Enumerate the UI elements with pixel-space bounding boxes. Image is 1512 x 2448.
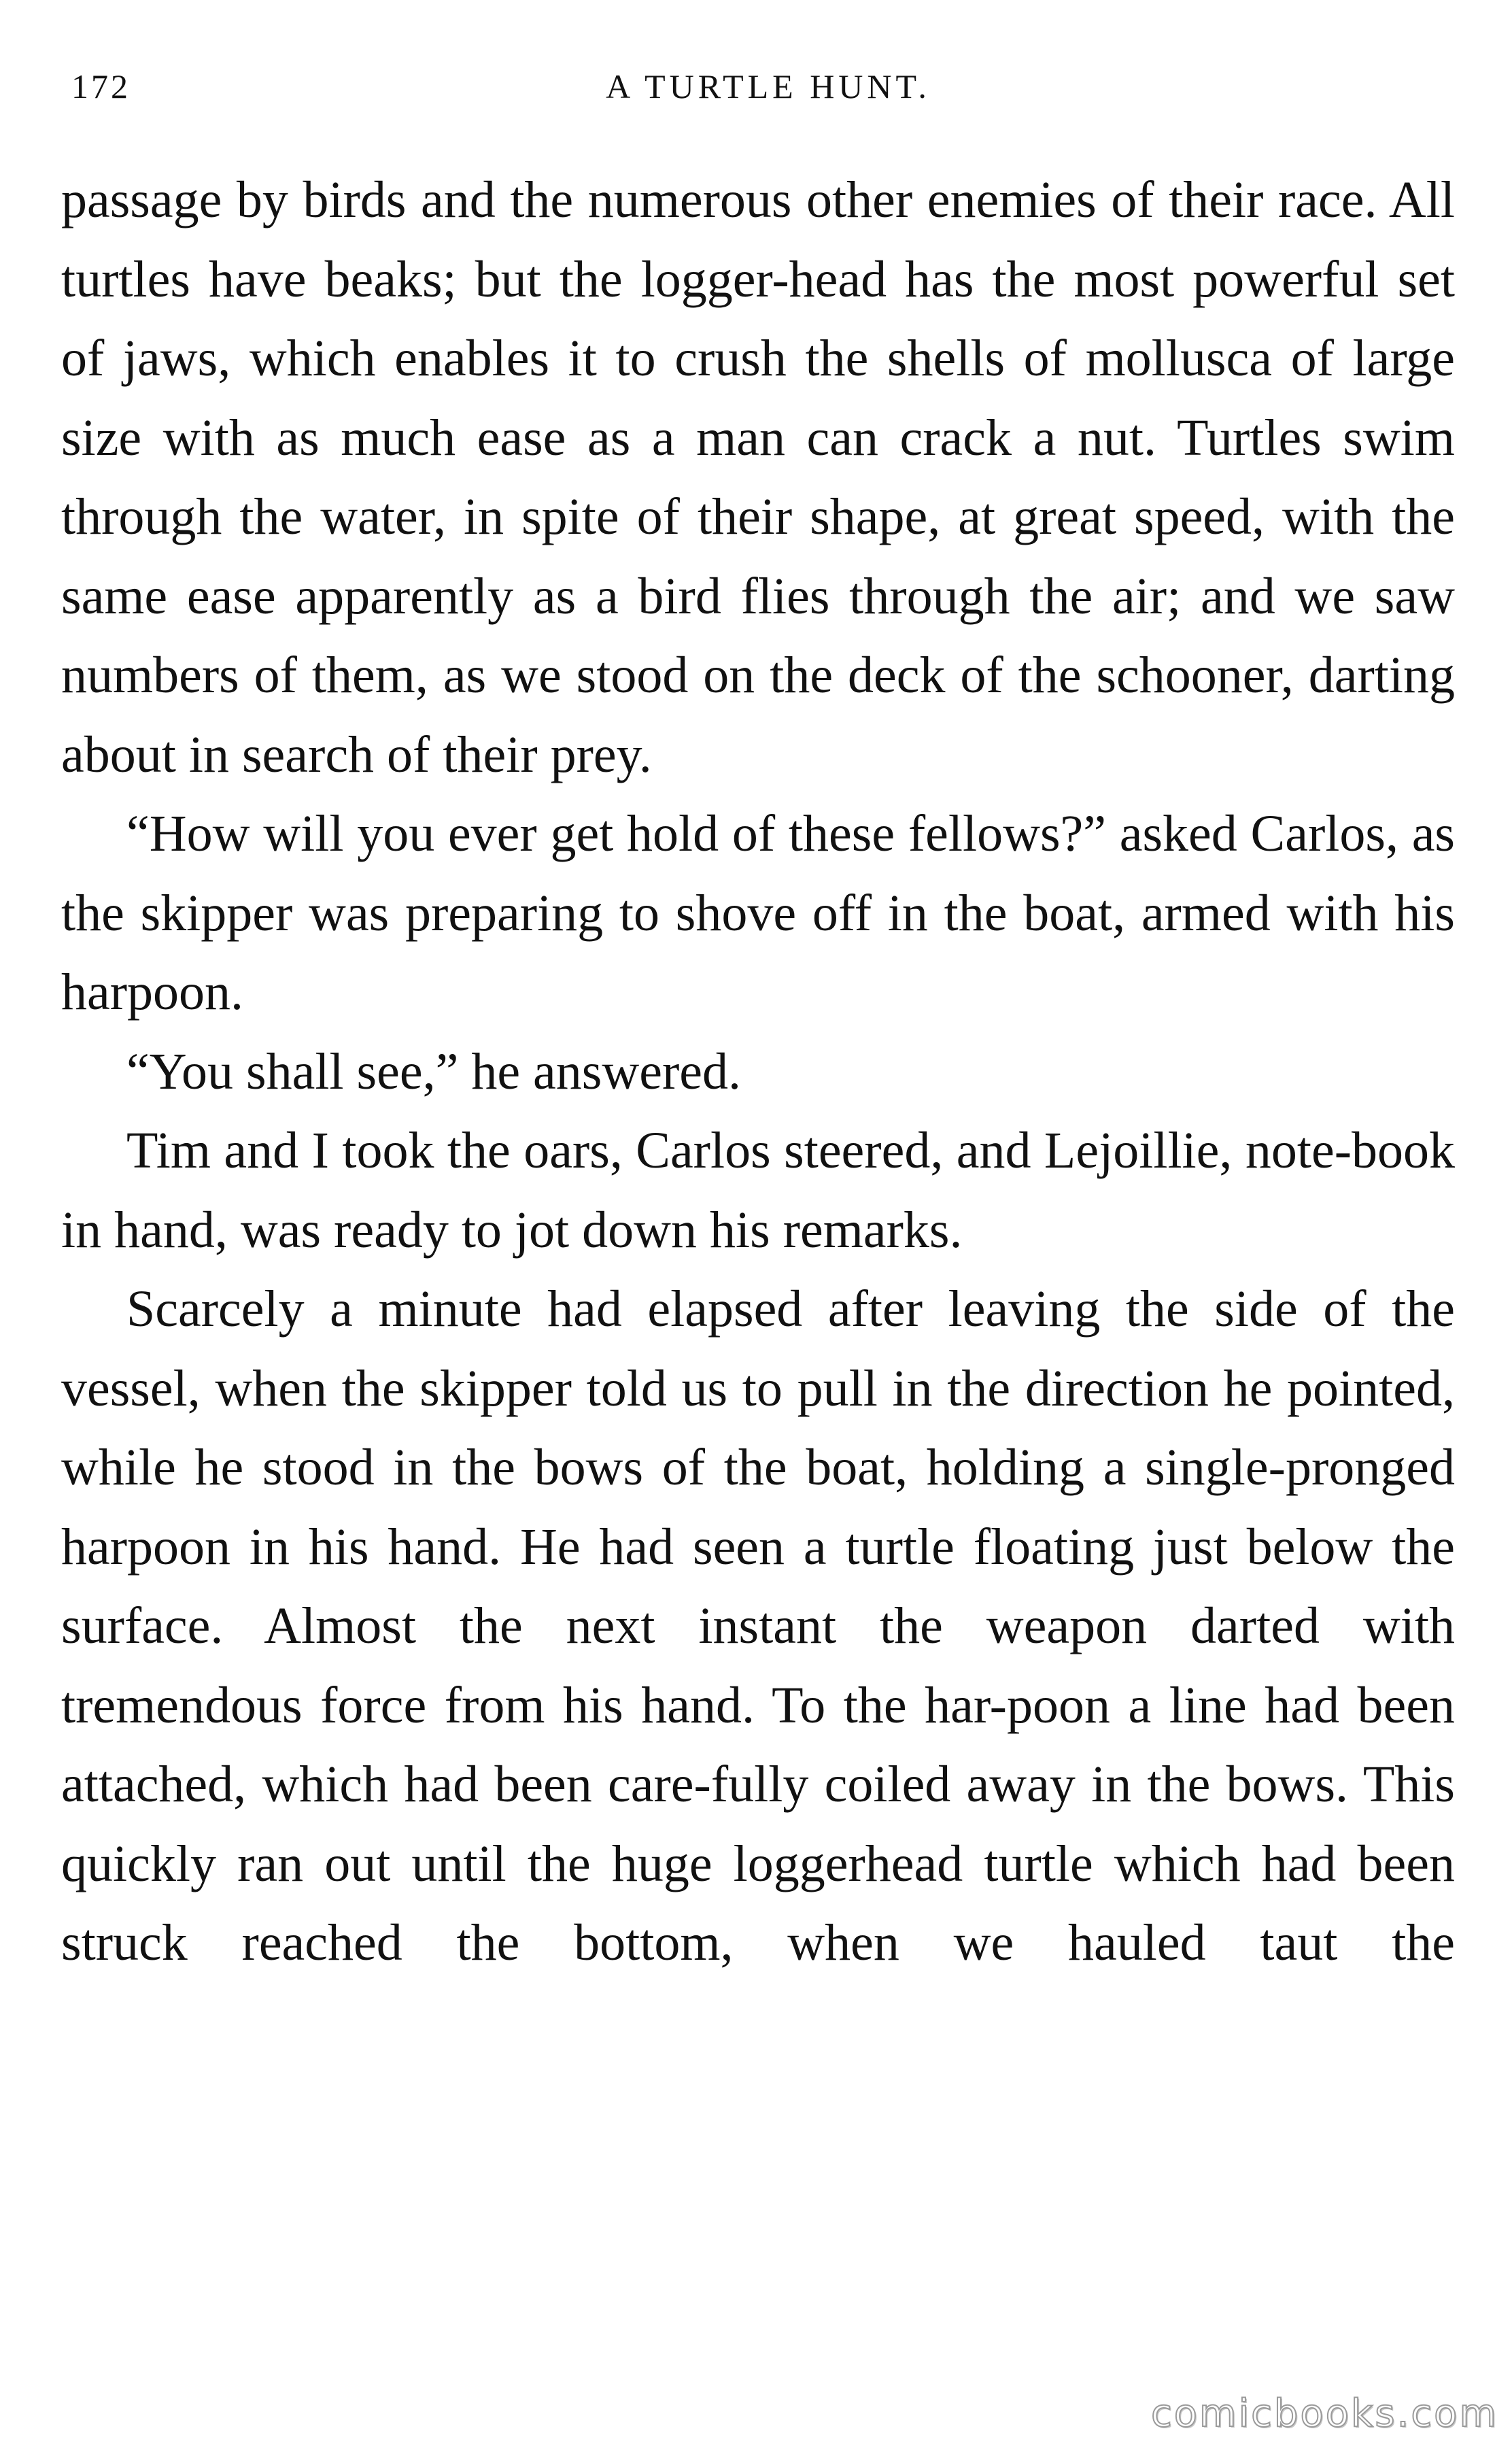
paragraph-4: Tim and I took the oars, Carlos steered, and Lejoillie, note-book in hand, was ready to jot down his remarks. [61, 1122, 1455, 1259]
page-number: 172 [71, 67, 131, 105]
paragraph-1: passage by birds and the numerous other enemies of their race. All turtles have beaks; but the logger-head has the most powerful set of jaws, which enables it to crush the shells of mollusca of large size with as much ease as a man can crack a nut. Turtles swim through the water, in spite of their shape, at great speed, with the same ease apparently as a bird flies through the air; and we saw numbers of them, as we stood on the deck of the schooner, darting about in search of their prey. [61, 171, 1455, 783]
body-text [61, 160, 1455, 1983]
paragraph-2: “How will you ever get hold of these fellows?” asked Carlos, as the skipper was preparing to shove off in the boat, armed with his harpoon. [61, 805, 1455, 1021]
page-header [71, 67, 1465, 121]
running-title: A TURTLE HUNT. [606, 67, 931, 105]
paragraph-5: Scarcely a minute had elapsed after leaving the side of the vessel, when the skipper told us to pull in the direction he pointed, while he stood in the bows of the boat, holding a single-pronged harpoon in his hand. He had seen a turtle floating just below the surface. Almost the next instant the weapon darted with tremendous force from his hand. To the har-poon a line had been attached, which had been care-fully coiled away in the bows. This quickly ran out until the huge loggerhead turtle which had been struck reached the bottom, when we hauled taut the [61, 1280, 1455, 1971]
watermark-logo: comicbooks.com [1150, 2392, 1498, 2436]
paragraph-3: “You shall see,” he answered. [126, 1042, 742, 1100]
